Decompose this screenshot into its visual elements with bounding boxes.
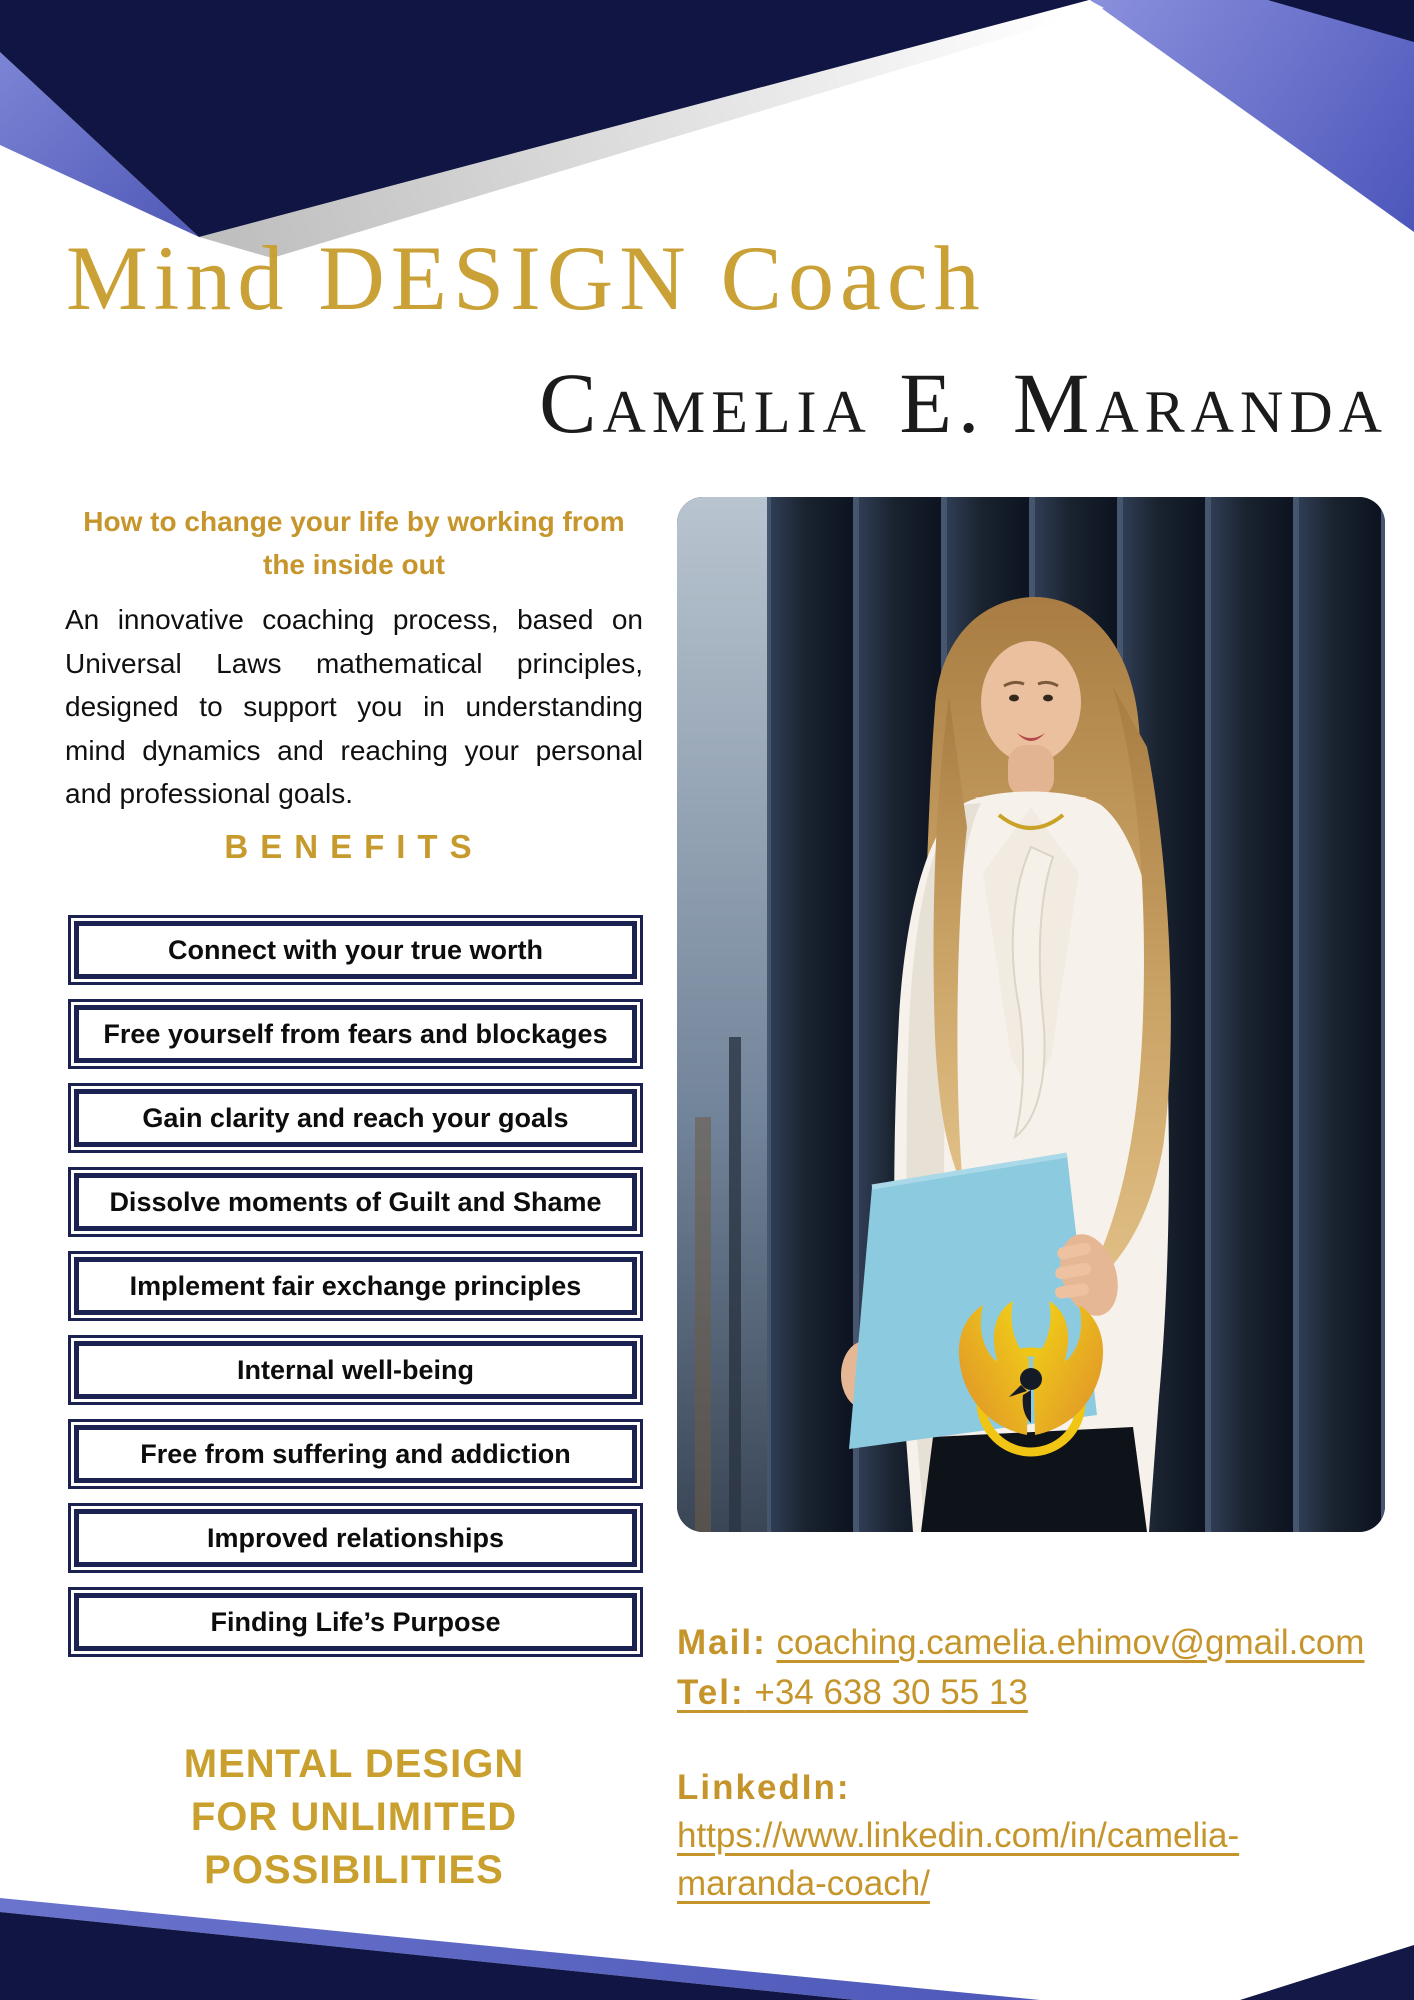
linkedin-label: LinkedIn: [677, 1768, 851, 1807]
intro-heading: How to change your life by working from the inside out [83, 506, 625, 581]
benefit-list [68, 915, 643, 1677]
mail-label: Mail: [677, 1623, 767, 1662]
tel-label: Tel: [677, 1673, 745, 1712]
benefit-box: Dissolve moments of Guilt and Shame [74, 1173, 637, 1231]
window-light [677, 497, 767, 1532]
linkedin-group [677, 1764, 1397, 1908]
linkedin-link[interactable]: https://www.linkedin.com/in/camelia- [677, 1816, 1240, 1855]
benefits-heading: BENEFITS [224, 828, 484, 865]
linkedin-link-continued[interactable]: maranda-coach/ [677, 1864, 930, 1903]
tagline [65, 1738, 643, 1897]
neck [1008, 745, 1054, 797]
navy-main-triangle [0, 0, 1089, 237]
benefit-box: Connect with your true worth [74, 921, 637, 979]
benefit-box: Free yourself from fears and blockages [74, 1005, 637, 1063]
linkedin-label-line [677, 1764, 1397, 1812]
benefit-box: Internal well-being [74, 1341, 637, 1399]
tagline-line: FOR UNLIMITED [190, 1795, 518, 1839]
eye-left [1009, 695, 1019, 702]
benefit-box: Implement fair exchange principles [74, 1257, 637, 1315]
linkedin-url-line-2 [677, 1860, 1397, 1908]
benefit-box: Finding Life’s Purpose [74, 1593, 637, 1651]
pants [921, 1427, 1147, 1532]
top-decoration [0, 0, 1414, 400]
tagline-line: POSSIBILITIES [204, 1848, 504, 1892]
tel-link[interactable] [677, 1673, 1028, 1712]
intro-paragraph: An innovative coaching process, based on Universal Laws mathematical principles, designed to support you in understanding mind dynamics and reaching your personal and professional goals. [65, 604, 643, 810]
benefit-box: Improved relationships [74, 1509, 637, 1567]
tagline-line: MENTAL DESIGN [183, 1742, 525, 1786]
mail-link[interactable]: coaching.camelia.ehimov@gmail.com [776, 1623, 1365, 1662]
page-title: Mind DESIGN Coach [66, 227, 986, 329]
face [981, 641, 1081, 763]
mail-line [677, 1618, 1397, 1668]
tel-number: +34 638 30 55 13 [754, 1673, 1028, 1712]
profile-photo [677, 497, 1385, 1532]
contact-block [677, 1618, 1397, 1908]
navy-bottom-right-triangle [1240, 1945, 1414, 2000]
benefit-box: Gain clarity and reach your goals [74, 1089, 637, 1147]
coach-name: Camelia E. Maranda [539, 355, 1388, 451]
tel-line [677, 1668, 1397, 1718]
eye-right [1043, 695, 1053, 702]
periwinkle-right-triangle [1090, 0, 1414, 232]
linkedin-url-line-1 [677, 1812, 1397, 1860]
benefit-box: Free from suffering and addiction [74, 1425, 637, 1483]
window-frame [729, 1037, 741, 1532]
window-sill [695, 1117, 711, 1532]
